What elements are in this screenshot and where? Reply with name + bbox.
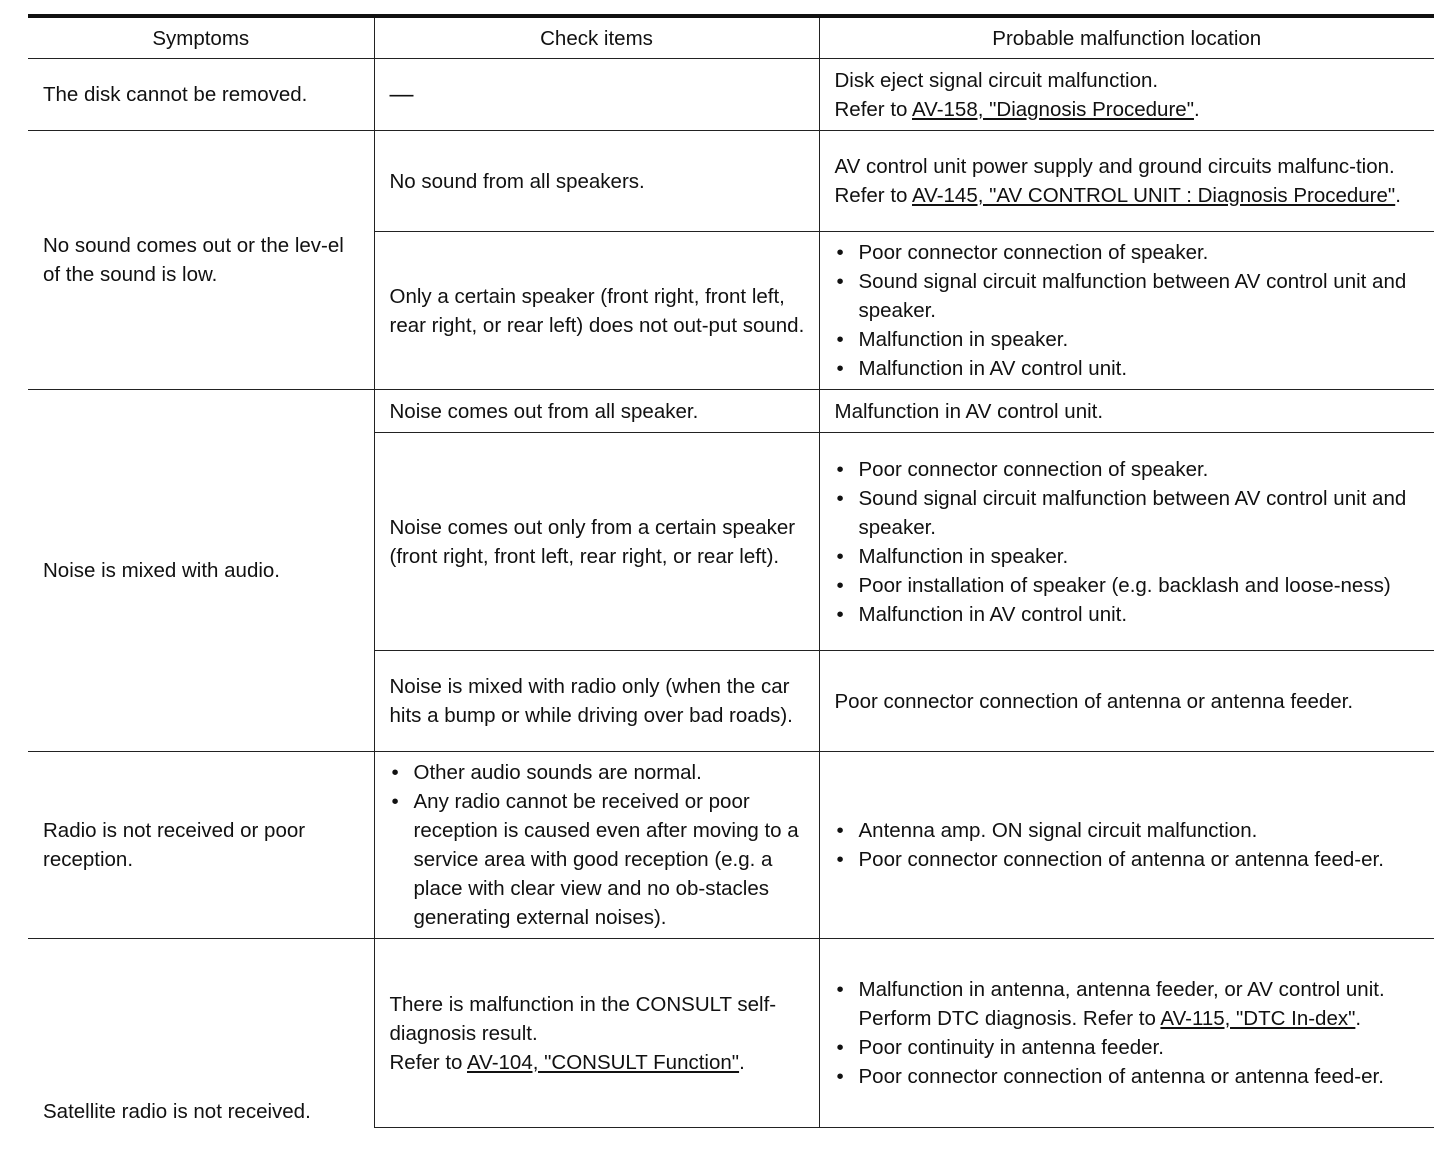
location-cell	[819, 59, 1434, 131]
reference-link[interactable]: AV-158, "Diagnosis Procedure"	[912, 97, 1194, 121]
header-check-items: Check items	[374, 16, 819, 59]
refer-suffix: .	[1355, 1007, 1362, 1030]
location-cell: Poor connector connection of antenna or antenna feeder.	[819, 651, 1434, 752]
table-row	[28, 59, 1434, 131]
list-item: • Any radio cannot be received or poor reception is caused even after moving to a service area with good reception (e.g. a place with clear view and no ob-stacles generating external noises).	[390, 787, 811, 932]
location-text: AV control unit power supply and ground circuits malfunc-tion. Refer to	[834, 155, 1395, 207]
location-list	[835, 816, 1427, 874]
reference-link[interactable]: AV-104, "CONSULT Function"	[467, 1050, 740, 1074]
check-cell: Only a certain speaker (front right, front left, rear right, or rear left) does not out-put sound.	[374, 232, 819, 390]
symptom-cell: Radio is not received or poor reception.	[28, 752, 374, 939]
list-item: • Poor continuity in antenna feeder.	[835, 1033, 1427, 1062]
location-text: Malfunction in antenna, antenna feeder, or AV control unit. Perform DTC diagnosis. Refer to	[858, 978, 1385, 1030]
location-list	[835, 975, 1427, 1091]
table-header-row	[28, 16, 1434, 59]
table-row	[28, 939, 1434, 1128]
symptom-cell: No sound comes out or the lev-el of the sound is low.	[28, 131, 374, 390]
list-item: • Sound signal circuit malfunction between AV control unit and speaker.	[835, 484, 1427, 542]
check-cell: No sound from all speakers.	[374, 131, 819, 232]
refer-prefix: Refer to	[389, 1050, 467, 1074]
refer-prefix: Refer to	[834, 97, 912, 121]
location-list	[835, 455, 1427, 629]
list-item: • Poor connector connection of speaker.	[835, 455, 1427, 484]
diagnosis-table	[28, 14, 1434, 1128]
list-item: • Other audio sounds are normal.	[390, 758, 811, 787]
check-cell: Noise comes out only from a certain speaker (front right, front left, rear right, or rear left).	[374, 433, 819, 651]
list-item: • Sound signal circuit malfunction between AV control unit and speaker.	[835, 267, 1427, 325]
reference-link[interactable]: AV-115, "DTC In-dex"	[1160, 1007, 1356, 1030]
location-cell	[819, 939, 1434, 1128]
list-item: • Poor connector connection of speaker.	[835, 238, 1427, 267]
list-item: • Malfunction in speaker.	[835, 542, 1427, 571]
refer-suffix: .	[1193, 97, 1200, 121]
location-cell	[819, 752, 1434, 939]
check-cell: Noise comes out from all speaker.	[374, 390, 819, 433]
list-item: • Poor connector connection of antenna or antenna feed-er.	[835, 1062, 1427, 1091]
location-cell	[819, 131, 1434, 232]
list-item: • Poor installation of speaker (e.g. backlash and loose-ness)	[835, 571, 1427, 600]
list-item: • Malfunction in AV control unit.	[835, 600, 1427, 629]
table-row	[28, 131, 1434, 232]
list-item: • Malfunction in AV control unit.	[835, 354, 1427, 383]
list-item: • Antenna amp. ON signal circuit malfunction.	[835, 816, 1427, 845]
check-cell: Noise is mixed with radio only (when the car hits a bump or while driving over bad roads).	[374, 651, 819, 752]
table-row	[28, 390, 1434, 433]
check-list	[390, 758, 811, 932]
reference-link[interactable]: AV-145, "AV CONTROL UNIT : Diagnosis Procedure"	[912, 184, 1396, 207]
table-row	[28, 752, 1434, 939]
check-cell	[374, 752, 819, 939]
location-cell	[819, 232, 1434, 390]
location-list	[835, 238, 1427, 383]
location-cell	[819, 433, 1434, 651]
header-probable-location: Probable malfunction location	[819, 16, 1434, 59]
check-cell	[374, 939, 819, 1128]
refer-suffix: .	[1395, 184, 1401, 207]
list-item: • Malfunction in speaker.	[835, 325, 1427, 354]
check-text: There is malfunction in the CONSULT self-diagnosis result.	[389, 992, 777, 1045]
header-symptoms: Symptoms	[28, 16, 374, 59]
location-text: Disk eject signal circuit malfunction.	[834, 68, 1159, 92]
list-item	[835, 975, 1427, 1033]
refer-suffix: .	[739, 1050, 745, 1074]
check-cell: —	[374, 59, 819, 131]
list-item: • Poor connector connection of antenna or antenna feed-er.	[835, 845, 1427, 874]
symptom-cell: Satellite radio is not received.	[28, 939, 374, 1128]
symptom-cell: The disk cannot be removed.	[28, 59, 374, 131]
symptom-cell: Noise is mixed with audio.	[28, 390, 374, 752]
location-cell: Malfunction in AV control unit.	[819, 390, 1434, 433]
